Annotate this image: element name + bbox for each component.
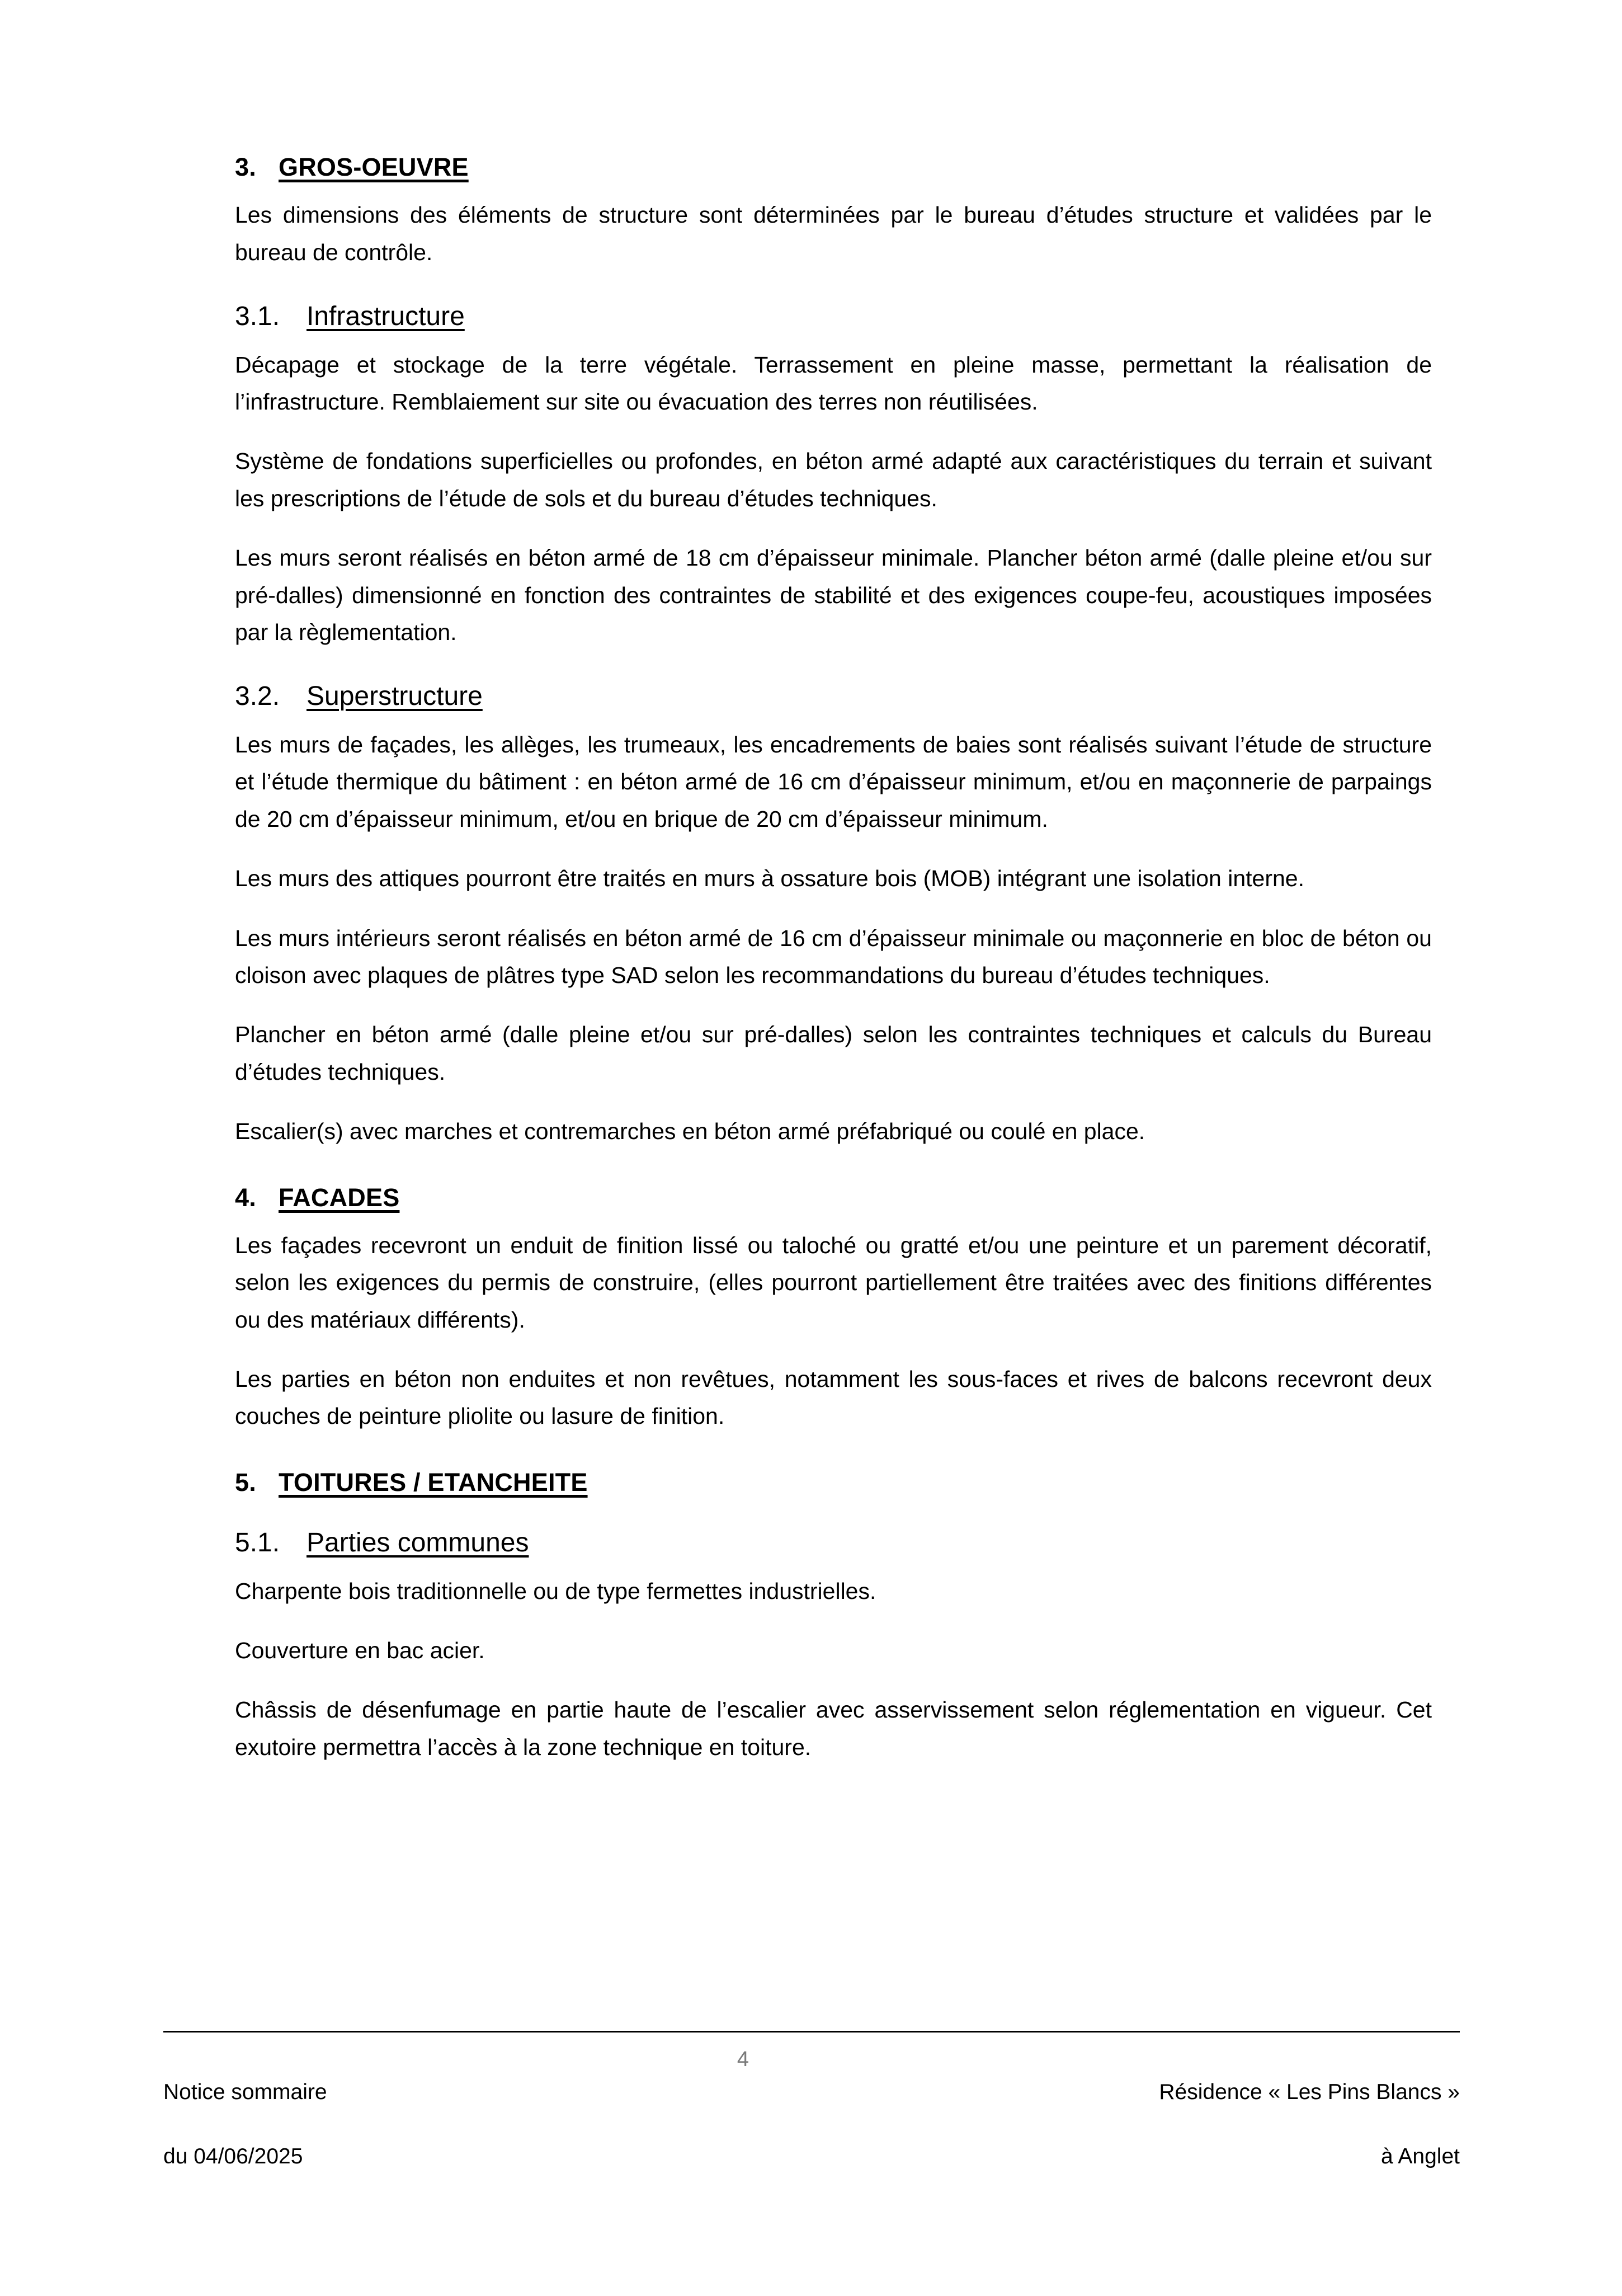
paragraph: Système de fondations superficielles ou profondes, en béton armé adapté aux caractéristiques du terrain et suivant les prescriptions de l’étude de sols et du bureau d’études techniques. [235, 448, 1432, 511]
section-number-3: 3. [235, 153, 256, 181]
spacer [235, 271, 1432, 301]
footer-right [1159, 2044, 1460, 2205]
section-heading-4 [235, 1183, 1432, 1212]
spacer [235, 1212, 1432, 1227]
spacer [235, 1669, 1432, 1691]
spacer [235, 182, 1432, 196]
paragraph: Les murs intérieurs seront réalisés en béton armé de 16 cm d’épaisseur minimale ou maçonnerie en bloc de béton ou cloison avec plaques de plâtres type SAD selon les recommandations du bureau d’études techniques. [235, 925, 1432, 989]
subsection-number-3-2: 3.2. [235, 681, 280, 712]
paragraph: Les parties en béton non enduites et non revêtues, notamment les sous-faces et rives de balcons recevront deux couches de peinture pliolite ou lasure de finition. [235, 1366, 1432, 1429]
paragraph: Escalier(s) avec marches et contremarches en béton armé préfabriqué ou coulé en place. [235, 1118, 1145, 1145]
subsection-number-3-1: 3.1. [235, 301, 280, 331]
footer-page-number: 4 [737, 2048, 749, 2071]
spacer [235, 1497, 1432, 1527]
paragraph: Les murs seront réalisés en béton armé de 18 cm d’épaisseur minimale. Plancher béton armé (dalle pleine et/ou sur pré-dalles) dimensionné en fonction des contraintes de stabilité et des exigences coupe-feu, acoustiques imposées par la règlementation. [235, 545, 1432, 645]
spacer [235, 838, 1432, 860]
section-heading-5 [235, 1467, 1432, 1497]
paragraph: Plancher en béton armé (dalle pleine et/ou sur pré-dalles) selon les contraintes techniques et calculs du Bureau d’études techniques. [235, 1022, 1432, 1085]
section-title-5: TOITURES / ETANCHEITE [279, 1467, 588, 1497]
paragraph: Les dimensions des éléments de structure sont déterminées par le bureau d’études structure et validées par le bureau de contrôle. [235, 202, 1432, 265]
footer-doc-date: du 04/06/2025 [163, 2144, 303, 2169]
subsection-title-5-1: Parties communes [307, 1527, 529, 1558]
spacer [235, 713, 1432, 726]
subsection-title-3-2: Superstructure [307, 681, 483, 712]
spacer [235, 1150, 1432, 1183]
section-heading-3 [235, 152, 1432, 182]
footer-doc-title: Notice sommaire [163, 2079, 327, 2104]
footer-content [163, 2044, 1460, 2205]
page-content [235, 152, 1432, 1766]
spacer [235, 1435, 1432, 1467]
subsection-heading-3-1 [235, 301, 1432, 333]
footer-left [163, 2044, 327, 2205]
paragraph: Charpente bois traditionnelle ou de type fermettes industrielles. [235, 1578, 876, 1604]
spacer [235, 651, 1432, 681]
spacer [235, 1559, 1432, 1573]
subsection-title-3-1: Infrastructure [307, 301, 465, 331]
section-number-5: 5. [235, 1467, 256, 1497]
paragraph: Les murs des attiques pourront être traités en murs à ossature bois (MOB) intégrant une isolation interne. [235, 865, 1305, 892]
section-number-4: 4. [235, 1183, 256, 1212]
paragraph: Châssis de désenfumage en partie haute de l’escalier avec asservissement selon réglementation en vigueur. Cet exutoire permettra l’accès à la zone technique en toiture. [235, 1697, 1432, 1760]
paragraph: Les façades recevront un enduit de finition lissé ou taloché ou gratté et/ou une peinture et un parement décoratif, selon les exigences du permis de construire, (elles pourront partiellement être traitées avec des finitions différentes ou des matériaux différents). [235, 1232, 1432, 1333]
spacer [235, 1610, 1432, 1632]
footer-divider [163, 2031, 1460, 2032]
section-title-4: FACADES [279, 1183, 400, 1212]
section-title-3: GROS-OEUVRE [279, 153, 469, 181]
spacer [235, 333, 1432, 346]
footer-project-name: Résidence « Les Pins Blancs » [1159, 2079, 1460, 2104]
spacer [235, 1090, 1432, 1113]
paragraph: Décapage et stockage de la terre végétale. Terrassement en pleine masse, permettant la réalisation de l’infrastructure. Remblaiement sur site ou évacuation des terres non réutilisées. [235, 351, 1432, 415]
paragraph: Les murs de façades, les allèges, les trumeaux, les encadrements de baies sont réalisés suivant l’étude de structure et l’étude thermique du bâtiment : en béton armé de 16 cm d’épaisseur minimum, et/ou en maçonnerie de parpaings de 20 cm d’épaisseur minimum, et/ou en brique de 20 cm d’épaisseur minimum. [235, 732, 1432, 832]
spacer [235, 897, 1432, 920]
subsection-heading-3-2 [235, 681, 1432, 713]
spacer [235, 420, 1432, 443]
subsection-heading-5-1 [235, 1527, 1432, 1559]
paragraph: Couverture en bac acier. [235, 1637, 485, 1663]
page-footer [163, 2031, 1460, 2205]
spacer [235, 1338, 1432, 1361]
spacer [235, 517, 1432, 539]
footer-project-city: à Anglet [1381, 2144, 1460, 2169]
spacer [235, 994, 1432, 1016]
subsection-number-5-1: 5.1. [235, 1527, 280, 1558]
